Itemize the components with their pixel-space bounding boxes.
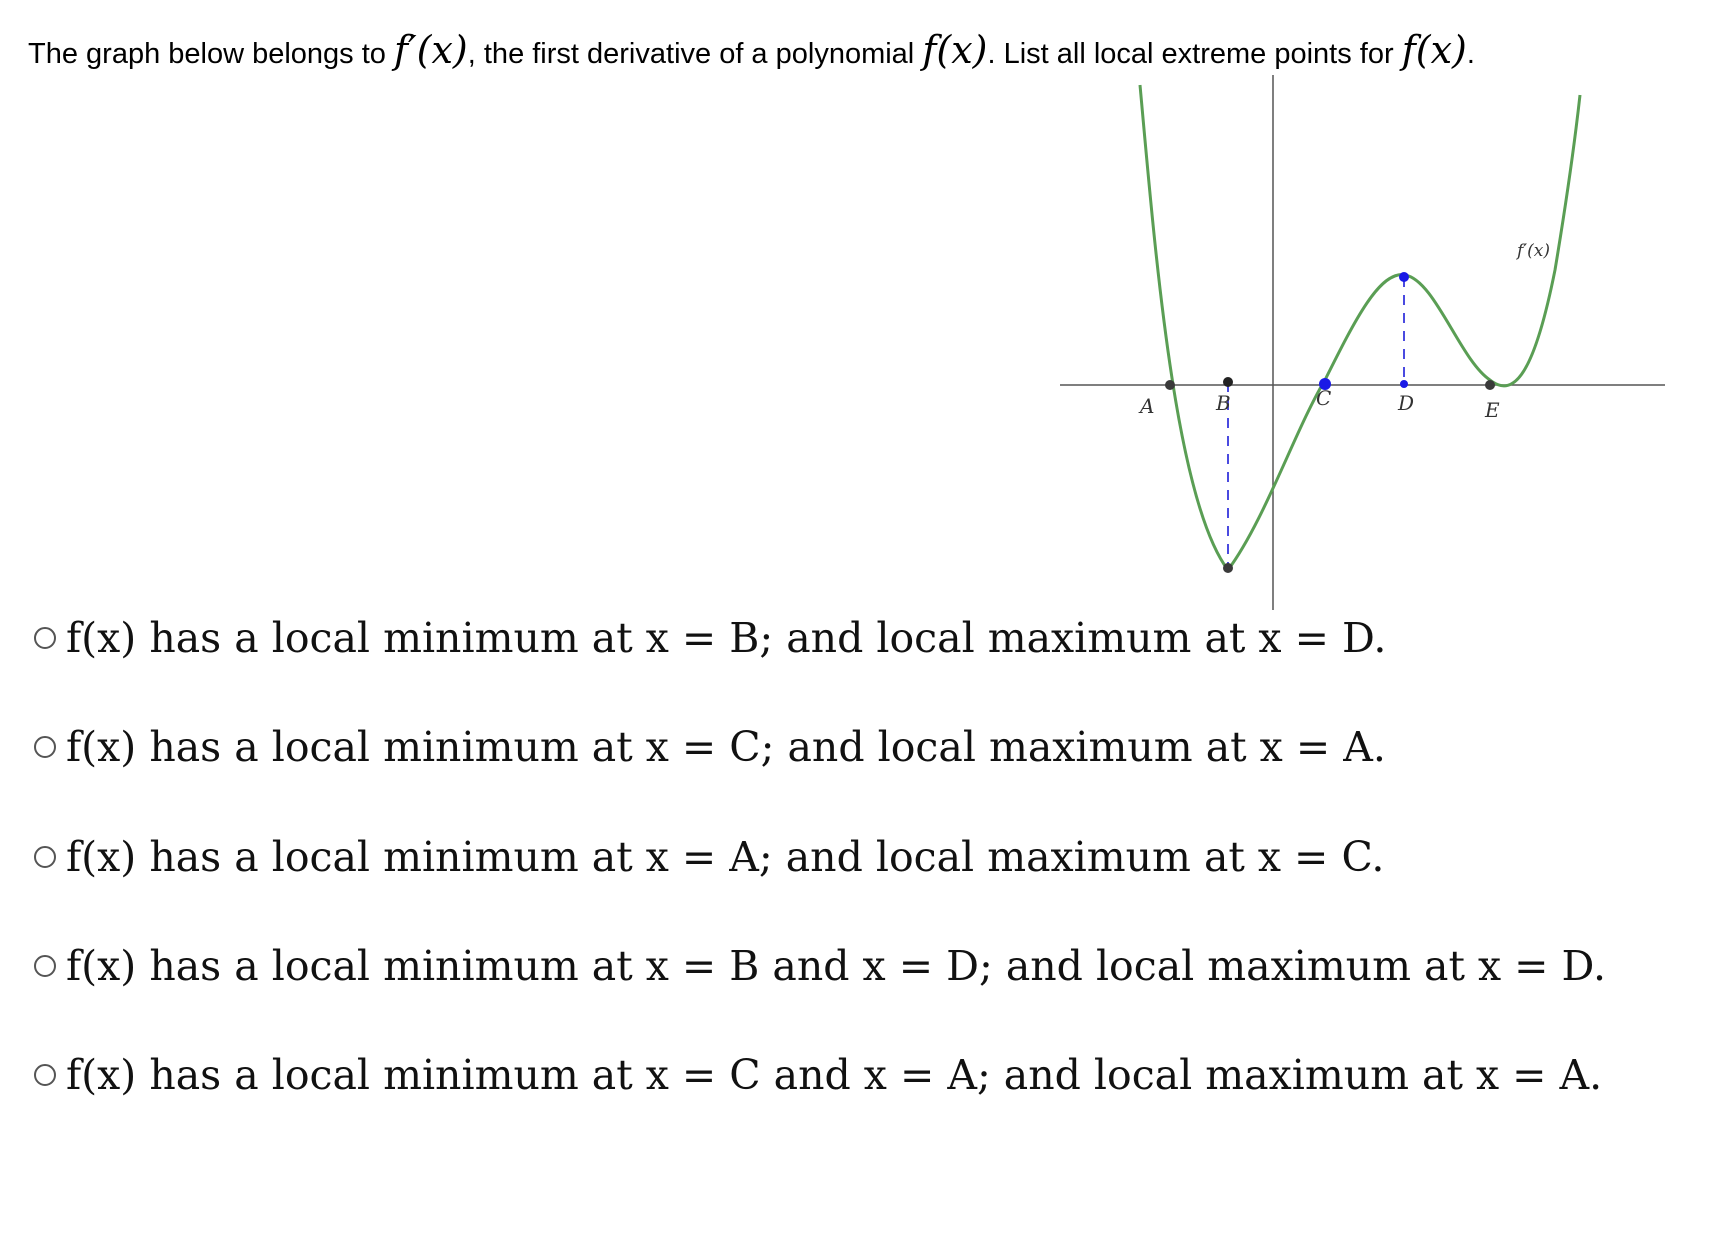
choice-label: f(x) has a local minimum at x = C and x = A; and local maximum at x = A. [66,1051,1603,1099]
label-e: E [1485,398,1500,422]
question-part-1: The graph below belongs to [28,38,394,70]
question-math-fprime: f′(x) [393,28,468,72]
label-d: D [1398,391,1415,415]
question-part-2: , the first derivative of a polynomial [467,38,923,70]
choice-label: f(x) has a local minimum at x = C; and local maximum at x = A. [66,723,1386,771]
choice-label: f(x) has a local minimum at x = B; and local maximum at x = D. [66,614,1387,662]
radio-button[interactable] [34,627,56,649]
question-text [28,28,1718,72]
question-part-4: . [1466,38,1475,70]
question-part-3: . List all local extreme points for [987,38,1402,70]
choice-5[interactable] [34,1045,1602,1105]
choice-1[interactable] [34,608,1386,668]
question-math-f-2: f(x) [1401,28,1467,72]
derivative-curve [1140,85,1580,570]
label-a: A [1140,394,1155,418]
point-d [1400,380,1408,388]
point-e [1485,380,1495,390]
point-b [1223,377,1233,387]
curve-label: f′(x) [1517,241,1551,261]
radio-button[interactable] [34,955,56,977]
label-c: C [1316,386,1332,410]
radio-button[interactable] [34,846,56,868]
point-b-min [1223,563,1233,573]
choice-2[interactable] [34,717,1386,777]
point-a [1165,380,1175,390]
derivative-graph [1040,70,1670,630]
point-d-max [1399,272,1409,282]
radio-button[interactable] [34,1064,56,1086]
label-b: B [1216,391,1231,415]
choice-4[interactable] [34,936,1606,996]
choice-label: f(x) has a local minimum at x = A; and local maximum at x = C. [66,833,1385,881]
choice-label: f(x) has a local minimum at x = B and x = D; and local maximum at x = D. [66,942,1606,990]
radio-button[interactable] [34,736,56,758]
choice-3[interactable] [34,827,1384,887]
question-math-f-1: f(x) [922,28,988,72]
